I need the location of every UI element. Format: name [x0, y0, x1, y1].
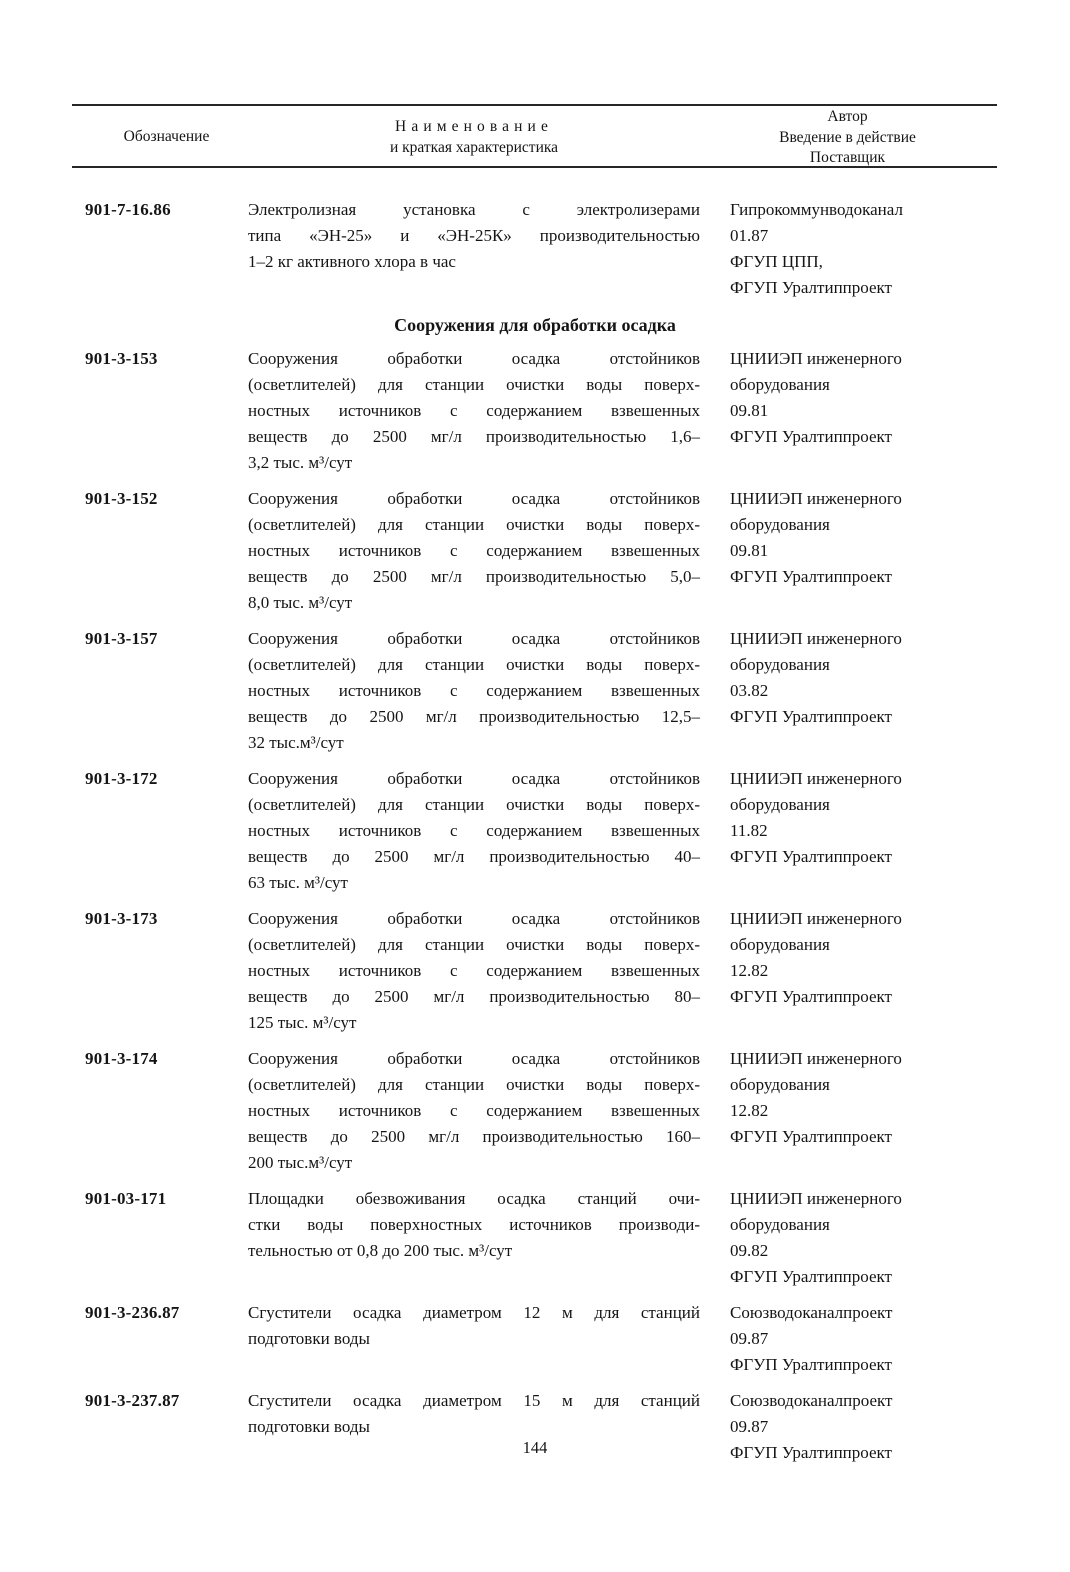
row-description: Электролизная установка с электролизерами типа «ЭН-25» и «ЭН-25К» производительностью 1–2 кг активного хлора в час	[248, 200, 700, 271]
header-bottom-rule	[72, 166, 997, 168]
table-row	[85, 486, 965, 616]
row-author-cell: ЦНИИЭП инженерного оборудования 09.81 ФГУП Уралтиппроект	[730, 349, 902, 446]
row-description: Сооружения обработки осадка отстойников (осветлителей) для станции очистки воды поверх- ностных источников с содержанием взвешенных веществ до 2500 мг/л производительностью 40– 63 тыс. м³/сут	[248, 769, 700, 892]
table-row	[85, 197, 965, 301]
row-author-cell: Союзводоканалпроект 09.87 ФГУП Уралтиппроект	[730, 1391, 893, 1462]
row-description: Сооружения обработки осадка отстойников (осветлителей) для станции очистки воды поверх- ностных источников с содержанием взвешенных веществ до 2500 мг/л производительностью 5,0– 8,0 тыс. м³/сут	[248, 489, 700, 612]
row-author-cell: Гипрокоммунводоканал 01.87 ФГУП ЦПП, ФГУП Уралтиппроект	[730, 200, 903, 297]
table-row	[85, 1186, 965, 1290]
row-code: 901-3-152	[85, 489, 158, 508]
table-row	[85, 1046, 965, 1176]
row-description: Сооружения обработки осадка отстойников (осветлителей) для станции очистки воды поверх- ностных источников с содержанием взвешенных веществ до 2500 мг/л производительностью 80– 125 тыс. м³/сут	[248, 909, 700, 1032]
column-header-name-line2: и краткая характеристика	[389, 139, 559, 157]
row-description: Сооружения обработки осадка отстойников (осветлителей) для станции очистки воды поверх- ностных источников с содержанием взвешенных веществ до 2500 мг/л производительностью 160– 200 тыс.м³/сут	[248, 1049, 700, 1172]
row-description: Площадки обезвоживания осадка станций очи- стки воды поверхностных источников производи- тельностью от 0,8 до 200 тыс. м³/сут	[248, 1189, 700, 1260]
row-code: 901-3-157	[85, 629, 158, 648]
row-code: 901-3-172	[85, 769, 158, 788]
row-code: 901-3-174	[85, 1049, 158, 1068]
row-code: 901-3-237.87	[85, 1391, 180, 1410]
table-row	[85, 906, 965, 1036]
row-author-cell: ЦНИИЭП инженерного оборудования 09.81 ФГУП Уралтиппроект	[730, 489, 902, 586]
table-row	[85, 766, 965, 896]
row-code: 901-3-173	[85, 909, 158, 928]
table-row	[85, 346, 965, 476]
row-code: 901-03-171	[85, 1189, 167, 1208]
row-code: 901-3-236.87	[85, 1303, 180, 1322]
table-header	[85, 106, 965, 166]
row-code: 901-7-16.86	[85, 200, 171, 219]
table-row	[85, 626, 965, 756]
row-author-cell: ЦНИИЭП инженерного оборудования 09.82 ФГУП Уралтиппроект	[730, 1189, 902, 1286]
row-description: Сгустители осадка диаметром 12 м для станций подготовки воды	[248, 1303, 700, 1348]
row-author-cell: ЦНИИЭП инженерного оборудования 03.82 ФГУП Уралтиппроект	[730, 629, 902, 726]
column-header-designation: Обозначение	[123, 128, 210, 146]
page-number: 144	[522, 1438, 548, 1457]
column-header-name-line1: Наименование	[395, 118, 553, 136]
row-author-cell: ЦНИИЭП инженерного оборудования 12.82 ФГУП Уралтиппроект	[730, 1049, 902, 1146]
row-author-cell: Союзводоканалпроект 09.87 ФГУП Уралтиппроект	[730, 1303, 893, 1374]
row-description: Сгустители осадка диаметром 15 м для станций подготовки воды	[248, 1391, 700, 1436]
section-heading: Сооружения для обработки осадка	[394, 315, 676, 335]
column-header-author: Автор Введение в действие Поставщик	[779, 108, 916, 166]
column-header-name	[248, 106, 700, 169]
row-code: 901-3-153	[85, 349, 158, 368]
row-author-cell: ЦНИИЭП инженерного оборудования 11.82 ФГУП Уралтиппроект	[730, 769, 902, 866]
row-author-cell: ЦНИИЭП инженерного оборудования 12.82 ФГУП Уралтиппроект	[730, 909, 902, 1006]
table-body	[85, 171, 965, 1476]
table-row	[85, 1300, 965, 1378]
row-description: Сооружения обработки осадка отстойников (осветлителей) для станции очистки воды поверх- ностных источников с содержанием взвешенных веществ до 2500 мг/л производительностью 1,6– 3,2 тыс. м³/сут	[248, 349, 700, 472]
row-description: Сооружения обработки осадка отстойников (осветлителей) для станции очистки воды поверх- ностных источников с содержанием взвешенных веществ до 2500 мг/л производительностью 12,5– 32 тыс.м³/сут	[248, 629, 700, 752]
